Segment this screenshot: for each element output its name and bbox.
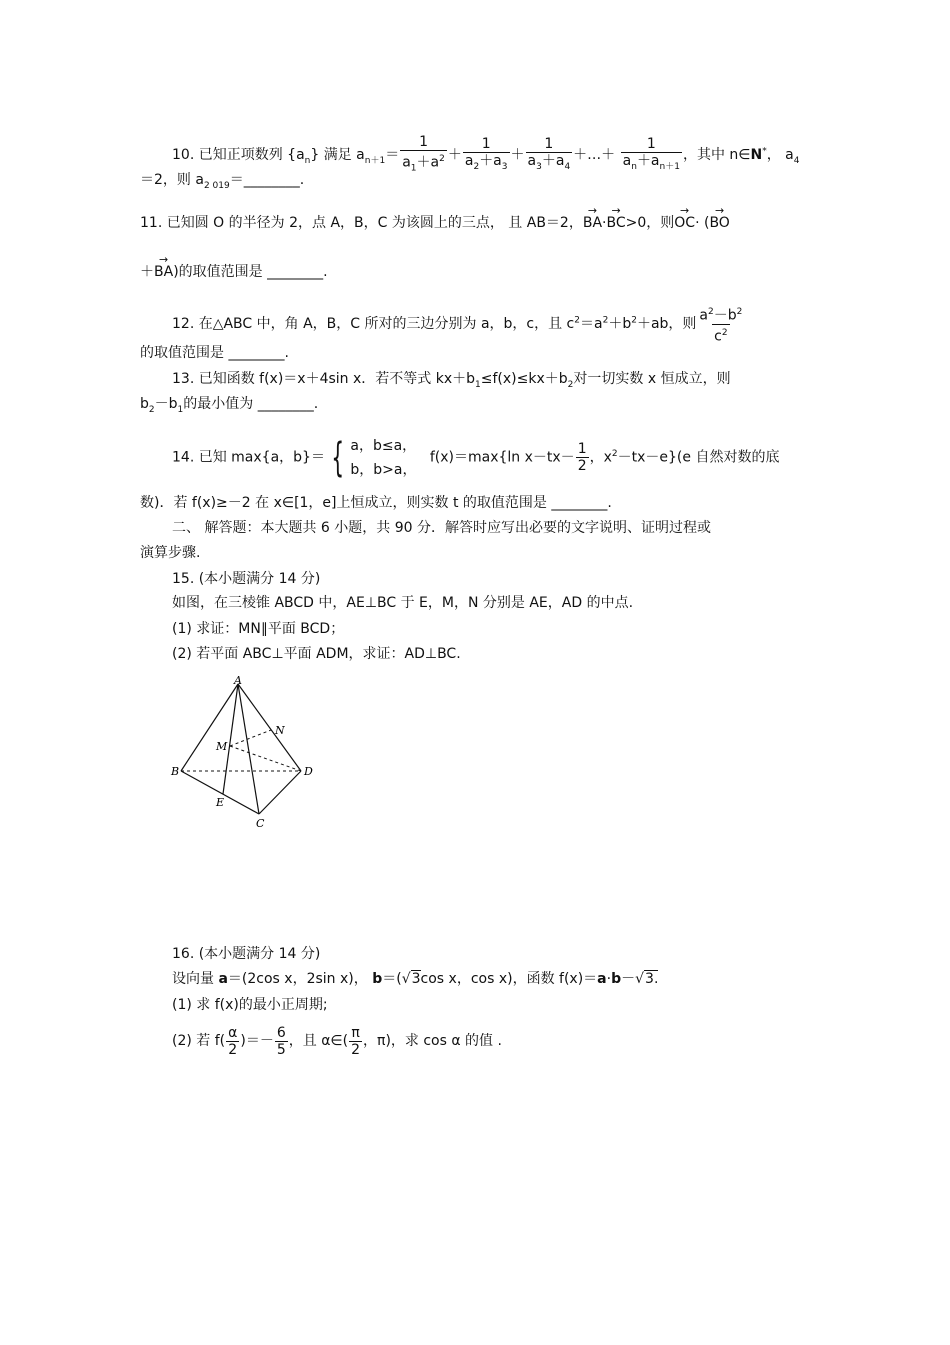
q13-text: 的最小值为 ________. xyxy=(183,396,319,412)
q16-vector-a: a xyxy=(218,971,228,987)
q16-sqrt-value: 3 xyxy=(411,971,421,987)
q14-case: b，b>a， xyxy=(350,461,417,478)
q14-line1: 14. 已知 max{a，b}＝ { a，b≤a， b，b>a， f(x)＝max{ln x－tx－ $\frac{1}{2}$ ，$x^2-tx-e\}(e$ 自然对数的底 xyxy=(172,434,780,481)
q11-text: 11. 已知圆 O 的半径为 2，点 A，B，C 为该圆上的三点， 且 AB＝2， xyxy=(140,215,583,231)
q14-line2 xyxy=(140,494,612,512)
edge-ad xyxy=(238,684,301,771)
q12-text: ＝a xyxy=(580,316,603,333)
q12-fraction: $\frac{a^2-b^2}{c^2}$ xyxy=(699,307,743,345)
edge-cd xyxy=(259,771,301,814)
section2-line2 xyxy=(140,544,200,562)
q13-text: b xyxy=(140,396,149,412)
q15-text: 15. (本小题满分 14 分) xyxy=(172,571,321,587)
q10-frac-2: $\frac{1}{a_2+a_3}$ xyxy=(463,136,510,175)
q10-sub-n: n xyxy=(304,156,311,167)
q11-line2: ＋→ BA)的取值范围是 ________. xyxy=(140,263,328,281)
q10-text: ＝2，则 a xyxy=(140,172,204,188)
q11-vector: → BC xyxy=(606,214,625,232)
q11-vector: → BA xyxy=(583,214,602,232)
q11-vector: → BO xyxy=(709,214,729,232)
q15-part1 xyxy=(172,620,344,638)
q10-text: } 满足 a xyxy=(310,147,365,164)
sqrt-icon: √ xyxy=(401,971,411,987)
q11-text: )的取值范围是 ________. xyxy=(173,264,328,280)
q11-vector: → OC xyxy=(674,214,695,232)
q10-set-n: N xyxy=(750,147,763,164)
q15-text: 如图，在三棱锥 ABCD 中，AE⊥BC 于 E，M，N 分别是 AE，AD 的中点. xyxy=(172,595,634,611)
q12-text: ＋b xyxy=(608,316,632,333)
q16-stem: 设向量 a＝(2cos x，2sin x)， b＝(√3cos x，cos x)，函数 f(x)＝a·b－√3. xyxy=(172,971,659,987)
q14-cases xyxy=(350,434,416,482)
label-n: N xyxy=(275,724,285,737)
q14-text: －tx－e}(e 自然对数的底 xyxy=(617,449,780,466)
q16-text: )＝－ xyxy=(240,1033,274,1049)
q13-text: －b xyxy=(154,396,178,412)
q11-line1: 11. 已知圆 O 的半径为 2，点 A，B，C 为该圆上的三点， 且 AB＝2，→ BA·→ BC>0，则→ OC· (→ BO xyxy=(140,214,730,232)
q16-frac-alpha: $\frac{\alpha}{2}$ xyxy=(228,1024,238,1058)
q16-frac-six-fifths: $\frac{6}{5}$ xyxy=(276,1024,286,1058)
q12-text: ＋ab，则 xyxy=(636,316,697,333)
section2-text: 演算步骤. xyxy=(140,545,201,561)
q13-text: 对一切实数 x 恒成立，则 xyxy=(573,371,731,387)
q15-stem xyxy=(172,594,633,612)
left-brace-icon: { xyxy=(331,434,345,481)
q16-part2 xyxy=(172,1024,502,1058)
sqrt-icon: √ xyxy=(635,971,645,987)
q16-title xyxy=(172,945,320,963)
section2-text: 二、 解答题：本大题共 6 小题，共 90 分．解答时应写出必要的文字说明、证明过程或 xyxy=(172,520,711,536)
q16-sqrt-value: 3. xyxy=(645,971,659,987)
q16-vector-b: b xyxy=(611,971,622,987)
q10-line1: 10. 已知正项数列 $\{a_n\}$ 满足 $a_{n+1}=$ $\frac{1}{a_1+a^2}$ ＋ $\frac{1}{a_2+a_3}$ ＋ $\frac{1}{a_3+a_4}$ ＋…＋ $\frac{1}{a_n+a_{n+1}}$ ，其中 n∈N*， $a_4$ xyxy=(172,134,800,176)
q10-frac-1: $\frac{1}{a_1+a^2}$ xyxy=(400,134,447,176)
q16-frac-pi: $\frac{\pi}{2}$ xyxy=(351,1024,361,1058)
label-e: E xyxy=(216,796,225,809)
q10-text: ＝________. xyxy=(229,172,305,188)
q13-line2: $b_2-b_1$的最小值为 ________. xyxy=(140,396,319,415)
q10-sub: 2 019 xyxy=(203,180,230,191)
q11-text: >0，则 xyxy=(625,215,675,231)
q12-line2 xyxy=(140,344,289,362)
q14-case: a，b≤a， xyxy=(350,437,417,454)
segment-ae xyxy=(223,684,238,794)
q15-part2 xyxy=(172,645,461,663)
q16-vector-b: b xyxy=(372,971,383,987)
q15-text: (2) 若平面 ABC⊥平面 ADM，求证：AD⊥BC. xyxy=(172,646,461,662)
q16-text: ＝(2cos x，2sin x)， xyxy=(227,971,368,987)
q10-line2 xyxy=(140,171,304,195)
label-a: A xyxy=(234,674,242,687)
q13-line1: 13. 已知函数 f(x)＝x＋4sin x．若不等式 $kx+b_1\le f(x)\le kx+b_2$对一切实数 x 恒成立，则 xyxy=(172,371,731,390)
q10-frac-3: $\frac{1}{a_3+a_4}$ xyxy=(526,136,573,175)
q13-text: ≤f(x)≤kx＋b xyxy=(480,371,568,387)
edge-ac xyxy=(238,684,259,814)
q16-part1 xyxy=(172,996,328,1014)
q12-text: 12. 在△ABC 中，角 A，B，C 所对的三边分别为 a，b，c，且 c xyxy=(172,316,575,333)
q16-text: (2) 若 f( xyxy=(172,1033,226,1049)
q14-text: 14. 已知 max{a，b}＝ xyxy=(172,449,325,466)
q15-text: (1) 求证：MN∥平面 BCD； xyxy=(172,621,345,637)
q11-vector: → BA xyxy=(154,263,173,281)
q10-sub: n＋1 xyxy=(364,156,386,167)
q16-text: cos x，cos x)，函数 f(x)＝ xyxy=(420,971,598,987)
q10-text: a xyxy=(785,147,794,164)
q16-text: 16. (本小题满分 14 分) xyxy=(172,946,321,962)
q14-text: 数)．若 f(x)≥－2 在 x∈[1，e]上恒成立，则实数 t 的取值范围是 ________. xyxy=(140,495,612,511)
q14-text: ，x xyxy=(589,449,612,466)
q16-text: ，且 α∈( xyxy=(288,1033,349,1049)
q16-text: ＝( xyxy=(382,971,402,987)
label-c: C xyxy=(256,817,265,830)
q10-frac-n: $\frac{1}{a_n+a_{n+1}}$ xyxy=(621,136,682,175)
segment-mn-dashed xyxy=(230,730,271,746)
q16-text: (1) 求 f(x)的最小正周期; xyxy=(172,997,328,1013)
q12-text: 的取值范围是 ________. xyxy=(140,345,289,361)
label-m: M xyxy=(216,740,228,753)
q16-text: － xyxy=(621,971,636,987)
label-d: D xyxy=(304,765,313,778)
q15-title xyxy=(172,570,320,588)
q16-text: 设向量 xyxy=(172,971,219,987)
edge-ab xyxy=(181,684,238,771)
q14-half: $\frac{1}{2}$ xyxy=(577,441,587,475)
q14-text: f(x)＝max{ln x－tx－ xyxy=(429,449,575,466)
q12-line1: 12. 在△ABC 中，角 A，B，C 所对的三边分别为 a，b，c，且 $c^2=a^2+b^2+ab$，则 $\frac{a^2-b^2}{c^2}$ xyxy=(172,304,745,344)
tetrahedron-figure xyxy=(168,674,328,832)
q16-vector-a: a xyxy=(597,971,607,987)
q10-text: 10. 已知正项数列 {a xyxy=(172,147,305,164)
q10-text: 其中 n∈ xyxy=(696,147,751,164)
section2-line1 xyxy=(172,519,711,537)
q13-text: 13. 已知函数 f(x)＝x＋4sin x．若不等式 kx＋b xyxy=(172,371,476,387)
label-b: B xyxy=(171,765,180,778)
segment-md-dashed xyxy=(230,746,301,771)
q16-text: ，π)，求 cos α 的值 . xyxy=(363,1033,502,1049)
